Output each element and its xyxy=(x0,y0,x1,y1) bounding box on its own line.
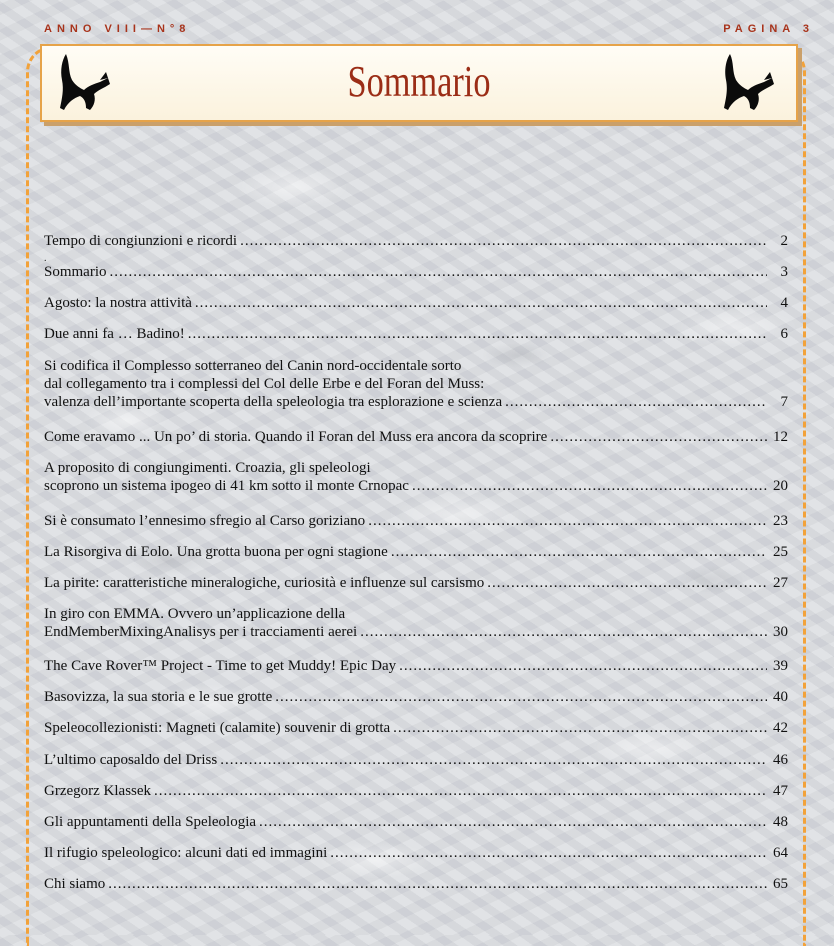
toc-page-number: 40 xyxy=(773,689,788,705)
toc-entry-title: Chi siamo xyxy=(44,876,106,892)
toc-entry-title: Agosto: la nostra attività xyxy=(44,295,192,311)
toc-page-number: 3 xyxy=(780,264,788,280)
toc-entry[interactable] xyxy=(44,657,788,675)
toc-entry-title: Come eravamo ... Un po’ di storia. Quando il Foran del Muss era ancora da scoprire xyxy=(44,429,548,445)
toc-entry-title: In giro con EMMA. Ovvero un’applicazione della xyxy=(44,606,346,622)
toc-entry[interactable] xyxy=(44,512,788,530)
toc-page-number: 42 xyxy=(773,720,788,736)
toc-page-number: 47 xyxy=(773,783,788,799)
dot-leader xyxy=(188,325,767,343)
stray-mark: . xyxy=(44,253,47,264)
toc-page-number: 48 xyxy=(773,814,788,830)
toc-entry-title: A proposito di congiungimenti. Croazia, gli speleologi xyxy=(44,460,371,476)
page-frame xyxy=(26,46,806,946)
toc-entry-title: The Cave Rover™ Project - Time to get Muddy! Epic Day xyxy=(44,658,397,674)
dot-leader xyxy=(259,813,767,831)
toc-entry-title: Basovizza, la sua storia e le sue grotte xyxy=(44,689,273,705)
toc-page-number: 12 xyxy=(773,429,788,445)
toc-entry[interactable] xyxy=(44,782,788,800)
toc-page-number: 7 xyxy=(780,394,788,410)
toc-page-number: 20 xyxy=(773,478,788,494)
dot-leader xyxy=(505,393,767,411)
title-banner xyxy=(40,44,798,122)
dot-leader xyxy=(487,574,767,592)
toc-entry[interactable] xyxy=(44,543,788,561)
toc-page-number: 4 xyxy=(780,295,788,311)
bat-icon xyxy=(716,50,784,118)
dot-leader xyxy=(195,294,767,312)
toc-entry[interactable] xyxy=(44,574,788,592)
issue-number: ANNO VIII—N°8 xyxy=(44,23,191,35)
toc-page-number: 39 xyxy=(773,658,788,674)
toc-page-number: 25 xyxy=(773,544,788,560)
dot-leader xyxy=(330,844,767,862)
toc-entry-title: Grzegorz Klassek xyxy=(44,783,152,799)
dot-leader xyxy=(110,263,768,281)
toc-entry-title: valenza dell’importante scoperta della speleologia tra esplorazione e scienza xyxy=(44,394,503,410)
toc-entry[interactable] xyxy=(44,844,788,862)
toc-entry-title: EndMemberMixingAnalisys per i tracciamenti aerei xyxy=(44,624,358,640)
toc-entry-title: Sommario xyxy=(44,264,107,280)
toc-entry-title: dal collegamento tra i complessi del Col delle Erbe e del Foran del Muss: xyxy=(44,376,485,392)
page-title: Sommario xyxy=(347,57,491,106)
toc-page-number: 46 xyxy=(773,752,788,768)
toc-page-number: 23 xyxy=(773,513,788,529)
dot-leader xyxy=(550,428,767,446)
toc-entry[interactable] xyxy=(44,751,788,769)
toc-entry-title: Tempo di congiunzioni e ricordi xyxy=(44,233,238,249)
dot-leader xyxy=(391,543,767,561)
dot-leader xyxy=(393,719,767,737)
toc-page-number: 30 xyxy=(773,624,788,640)
dot-leader xyxy=(412,477,767,495)
toc-entry[interactable] xyxy=(44,688,788,706)
toc-entry[interactable] xyxy=(44,875,788,893)
toc-entry-title: L’ultimo caposaldo del Driss xyxy=(44,752,218,768)
toc-entry[interactable] xyxy=(44,294,788,312)
toc-entry-title: Speleocollezionisti: Magneti (calamite) souvenir di grotta xyxy=(44,720,391,736)
toc-entry[interactable] xyxy=(44,605,788,641)
dot-leader xyxy=(240,232,767,250)
dot-leader xyxy=(368,512,767,530)
bat-icon xyxy=(50,50,118,118)
toc-entry-title: La Risorgiva di Eolo. Una grotta buona per ogni stagione xyxy=(44,544,388,560)
toc-page-number: 64 xyxy=(773,845,788,861)
toc-entry[interactable] xyxy=(44,813,788,831)
toc-entry-title: scoprono un sistema ipogeo di 41 km sotto il monte Crnopac xyxy=(44,478,409,494)
toc-entry[interactable] xyxy=(44,428,788,446)
toc-entry-title: Due anni fa … Badino! xyxy=(44,326,185,342)
toc-entry[interactable] xyxy=(44,719,788,737)
toc-page-number: 6 xyxy=(780,326,788,342)
toc-page-number: 2 xyxy=(780,233,788,249)
page-number-label: PAGINA 3 xyxy=(723,23,814,35)
dot-leader xyxy=(108,875,767,893)
toc-entry[interactable] xyxy=(44,263,788,281)
toc-page-number: 27 xyxy=(773,575,788,591)
dot-leader xyxy=(275,688,767,706)
dot-leader xyxy=(154,782,767,800)
toc-entry[interactable] xyxy=(44,459,788,495)
toc-page-number: 65 xyxy=(773,876,788,892)
toc-entry-title: Si codifica il Complesso sotterraneo del Canin nord-occidentale sorto xyxy=(44,358,462,374)
toc-entry[interactable] xyxy=(44,325,788,343)
toc-entry-title: Il rifugio speleologico: alcuni dati ed immagini xyxy=(44,845,328,861)
dot-leader xyxy=(220,751,767,769)
dot-leader xyxy=(399,657,767,675)
toc-entry[interactable] xyxy=(44,232,788,250)
toc-entry-title: La pirite: caratteristiche mineralogiche, curiosità e influenze sul carsismo xyxy=(44,575,485,591)
toc-entry-title: Si è consumato l’ennesimo sfregio al Carso goriziano xyxy=(44,513,366,529)
toc-entry-title: Gli appuntamenti della Speleologia xyxy=(44,814,257,830)
toc-entry[interactable] xyxy=(44,357,788,411)
dot-leader xyxy=(360,623,767,641)
